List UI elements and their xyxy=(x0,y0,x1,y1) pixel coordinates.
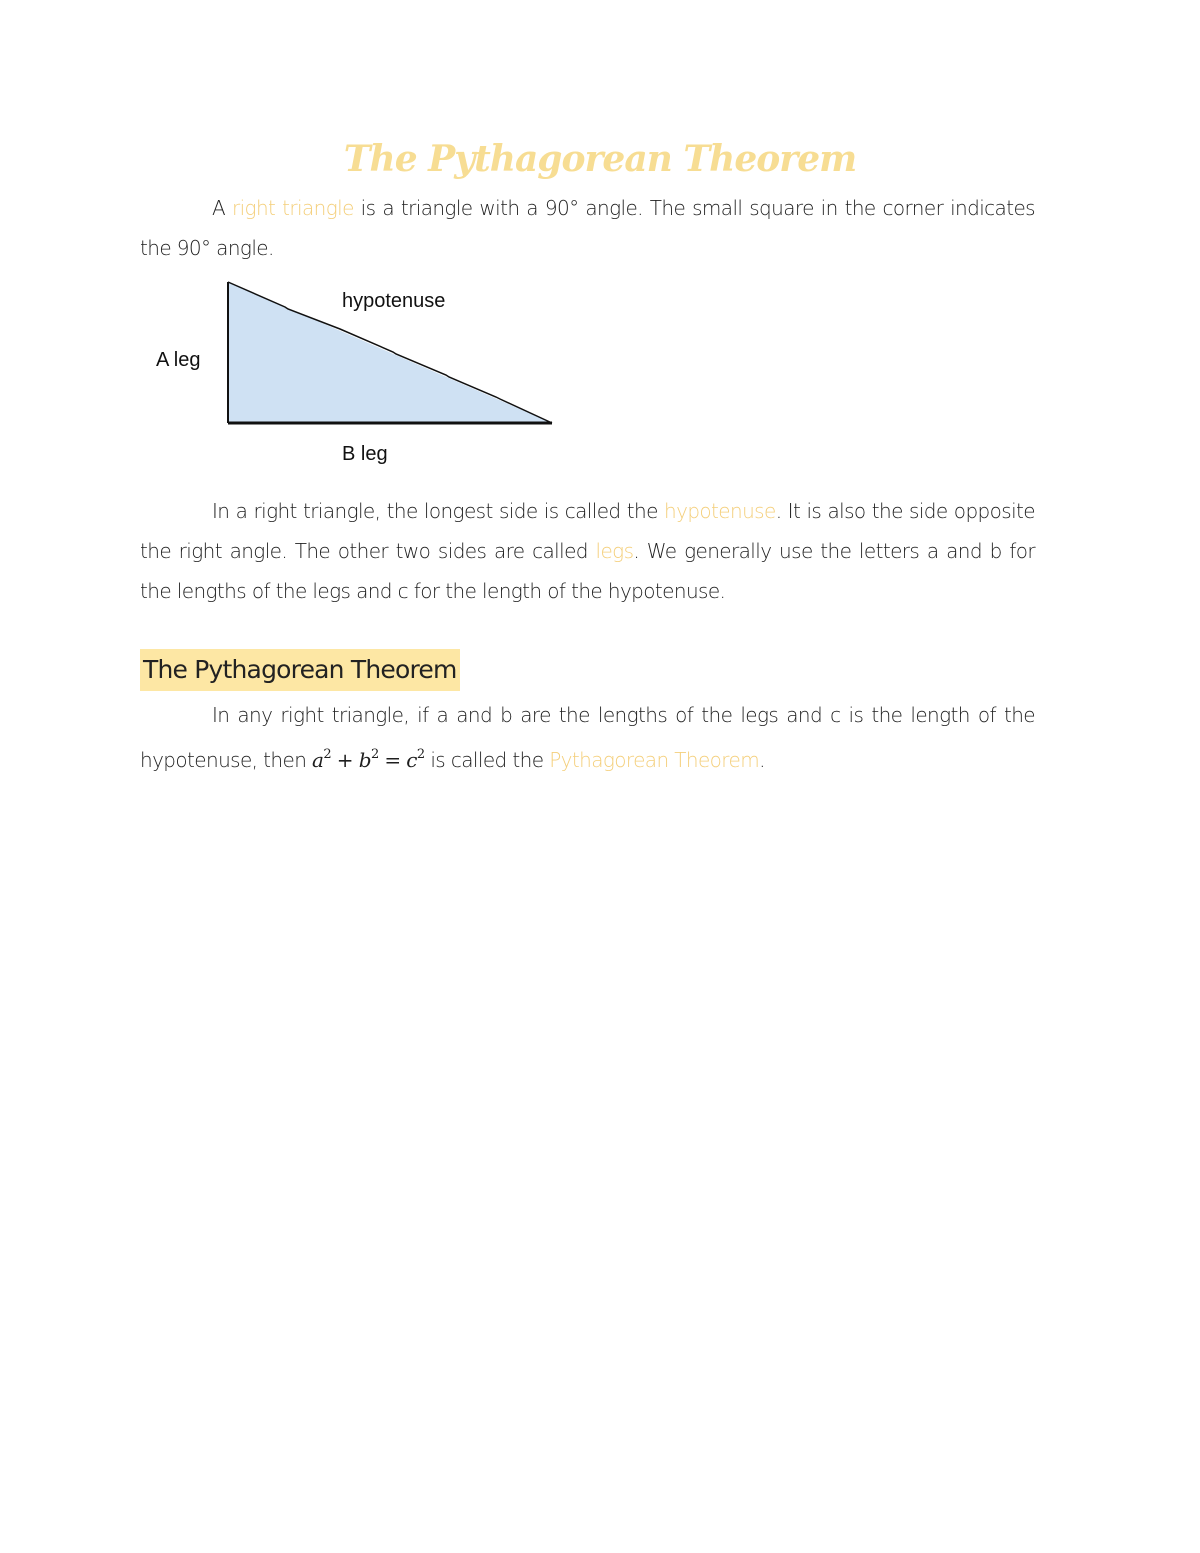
hypotenuse-label: hypotenuse xyxy=(342,290,446,312)
para2-part3: . We generally use the letters a and b for the lengths of the legs and c for the length of the hypotenuse. xyxy=(140,539,1035,603)
formula-exp-c: 2 xyxy=(416,747,425,762)
term-legs: legs xyxy=(595,539,634,563)
term-hypotenuse: hypotenuse xyxy=(664,499,776,523)
formula-c: c xyxy=(406,748,417,772)
theorem-paragraph xyxy=(140,695,1035,780)
para2-part1: In a right triangle, the longest side is called the xyxy=(212,499,665,523)
term-pythagorean-theorem: Pythagorean Theorem xyxy=(549,748,760,772)
right-triangle-diagram xyxy=(150,270,570,470)
formula-exp-a: 2 xyxy=(323,747,332,762)
intro-paragraph xyxy=(140,188,1035,268)
formula-a: a xyxy=(312,748,324,772)
para3-part1: In any right triangle, if a and b are the lengths of the legs and c is the length of the hypotenuse, then xyxy=(140,703,1035,772)
a-leg-label: A leg xyxy=(156,349,201,371)
formula-equals: = xyxy=(378,748,407,772)
para3-part2: is called the xyxy=(424,748,550,772)
formula-plus: + xyxy=(331,748,359,772)
formula-exp-b: 2 xyxy=(370,747,379,762)
term-right-triangle: right triangle xyxy=(231,196,354,220)
formula-b: b xyxy=(358,748,371,772)
page-title: The Pythagorean Theorem xyxy=(343,138,857,180)
definition-paragraph xyxy=(140,491,1035,611)
para2-part2: . It is also the side opposite the right angle. The other two sides are called xyxy=(140,499,1035,563)
section-heading: The Pythagorean Theorem xyxy=(140,649,460,691)
intro-suffix: is a triangle with a 90° angle. The small square in the corner indicates the 90° angle. xyxy=(140,196,1035,260)
intro-prefix: A xyxy=(212,196,232,220)
para3-end: . xyxy=(759,748,765,772)
b-leg-label: B leg xyxy=(342,443,388,465)
pythagorean-formula xyxy=(312,748,425,772)
